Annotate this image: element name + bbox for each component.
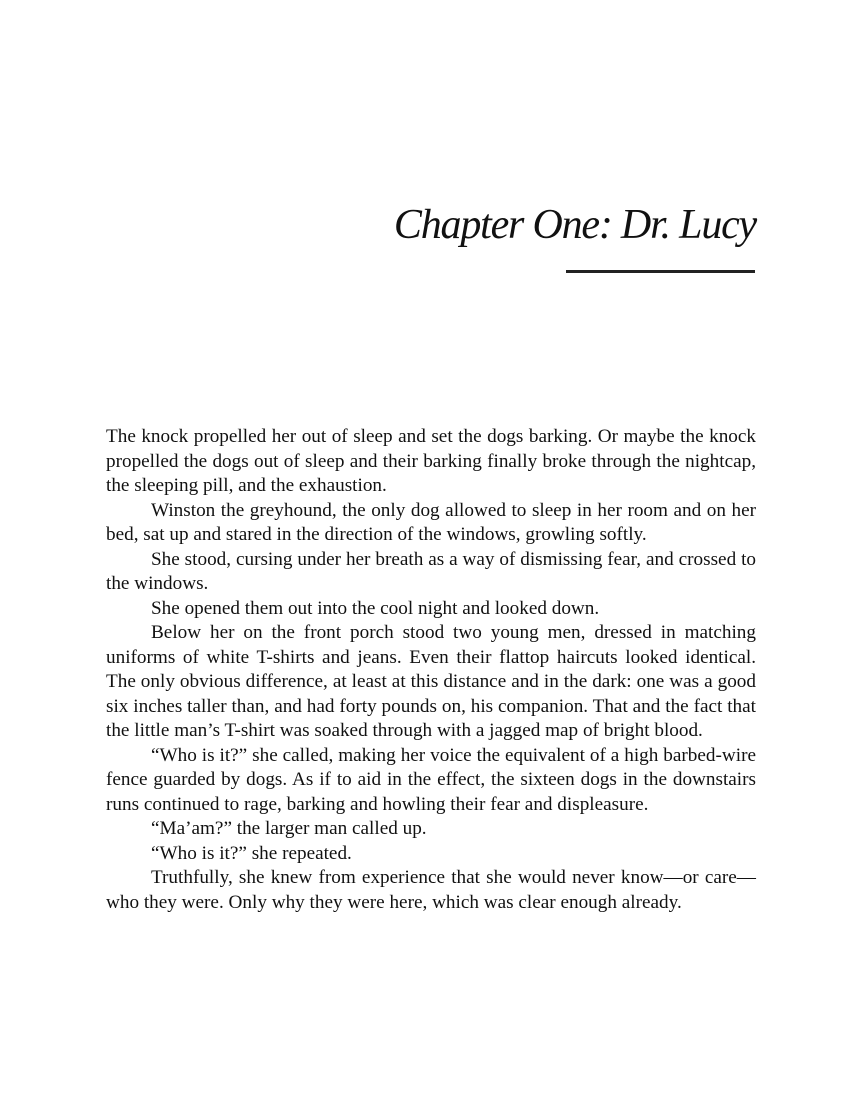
title-underline-rule <box>566 270 755 273</box>
paragraph: She stood, cursing under her breath as a way of dismissing fear, and crossed to the windows. <box>106 548 756 594</box>
paragraph: Below her on the front porch stood two young men, dressed in matching uniforms of white T-shirts and jeans. Even their flattop haircuts looked identical. The only obvious difference, at least at this distance and in the dark: one was a good six inches taller than, and had forty pounds on, his companion. That and the fact that the little man’s T-shirt was soaked through with a jagged map of bright blood. <box>106 622 756 741</box>
paragraph: The knock propelled her out of sleep and set the dogs barking. Or maybe the knock propelled the dogs out of sleep and their barking finally broke through the nightcap, the sleeping pill, and the exhaustion. <box>106 426 756 496</box>
paragraph: “Who is it?” she repeated. <box>151 842 352 864</box>
chapter-body <box>106 425 756 915</box>
paragraph: Truthfully, she knew from experience that she would never know—or care—who they were. Only why they were here, which was clear enough already. <box>106 867 756 913</box>
paragraph: “Ma’am?” the larger man called up. <box>151 818 427 839</box>
paragraph: She opened them out into the cool night and looked down. <box>151 597 600 619</box>
chapter-title: Chapter One: Dr. Lucy <box>393 202 756 248</box>
paragraph: Winston the greyhound, the only dog allowed to sleep in her room and on her bed, sat up and stared in the direction of the windows, growling softly. <box>106 499 756 545</box>
paragraph: “Who is it?” she called, making her voice the equivalent of a high barbed-wire fence guarded by dogs. As if to aid in the effect, the sixteen dogs in the downstairs runs continued to rage, barking and howling their fear and displeasure. <box>106 744 756 815</box>
